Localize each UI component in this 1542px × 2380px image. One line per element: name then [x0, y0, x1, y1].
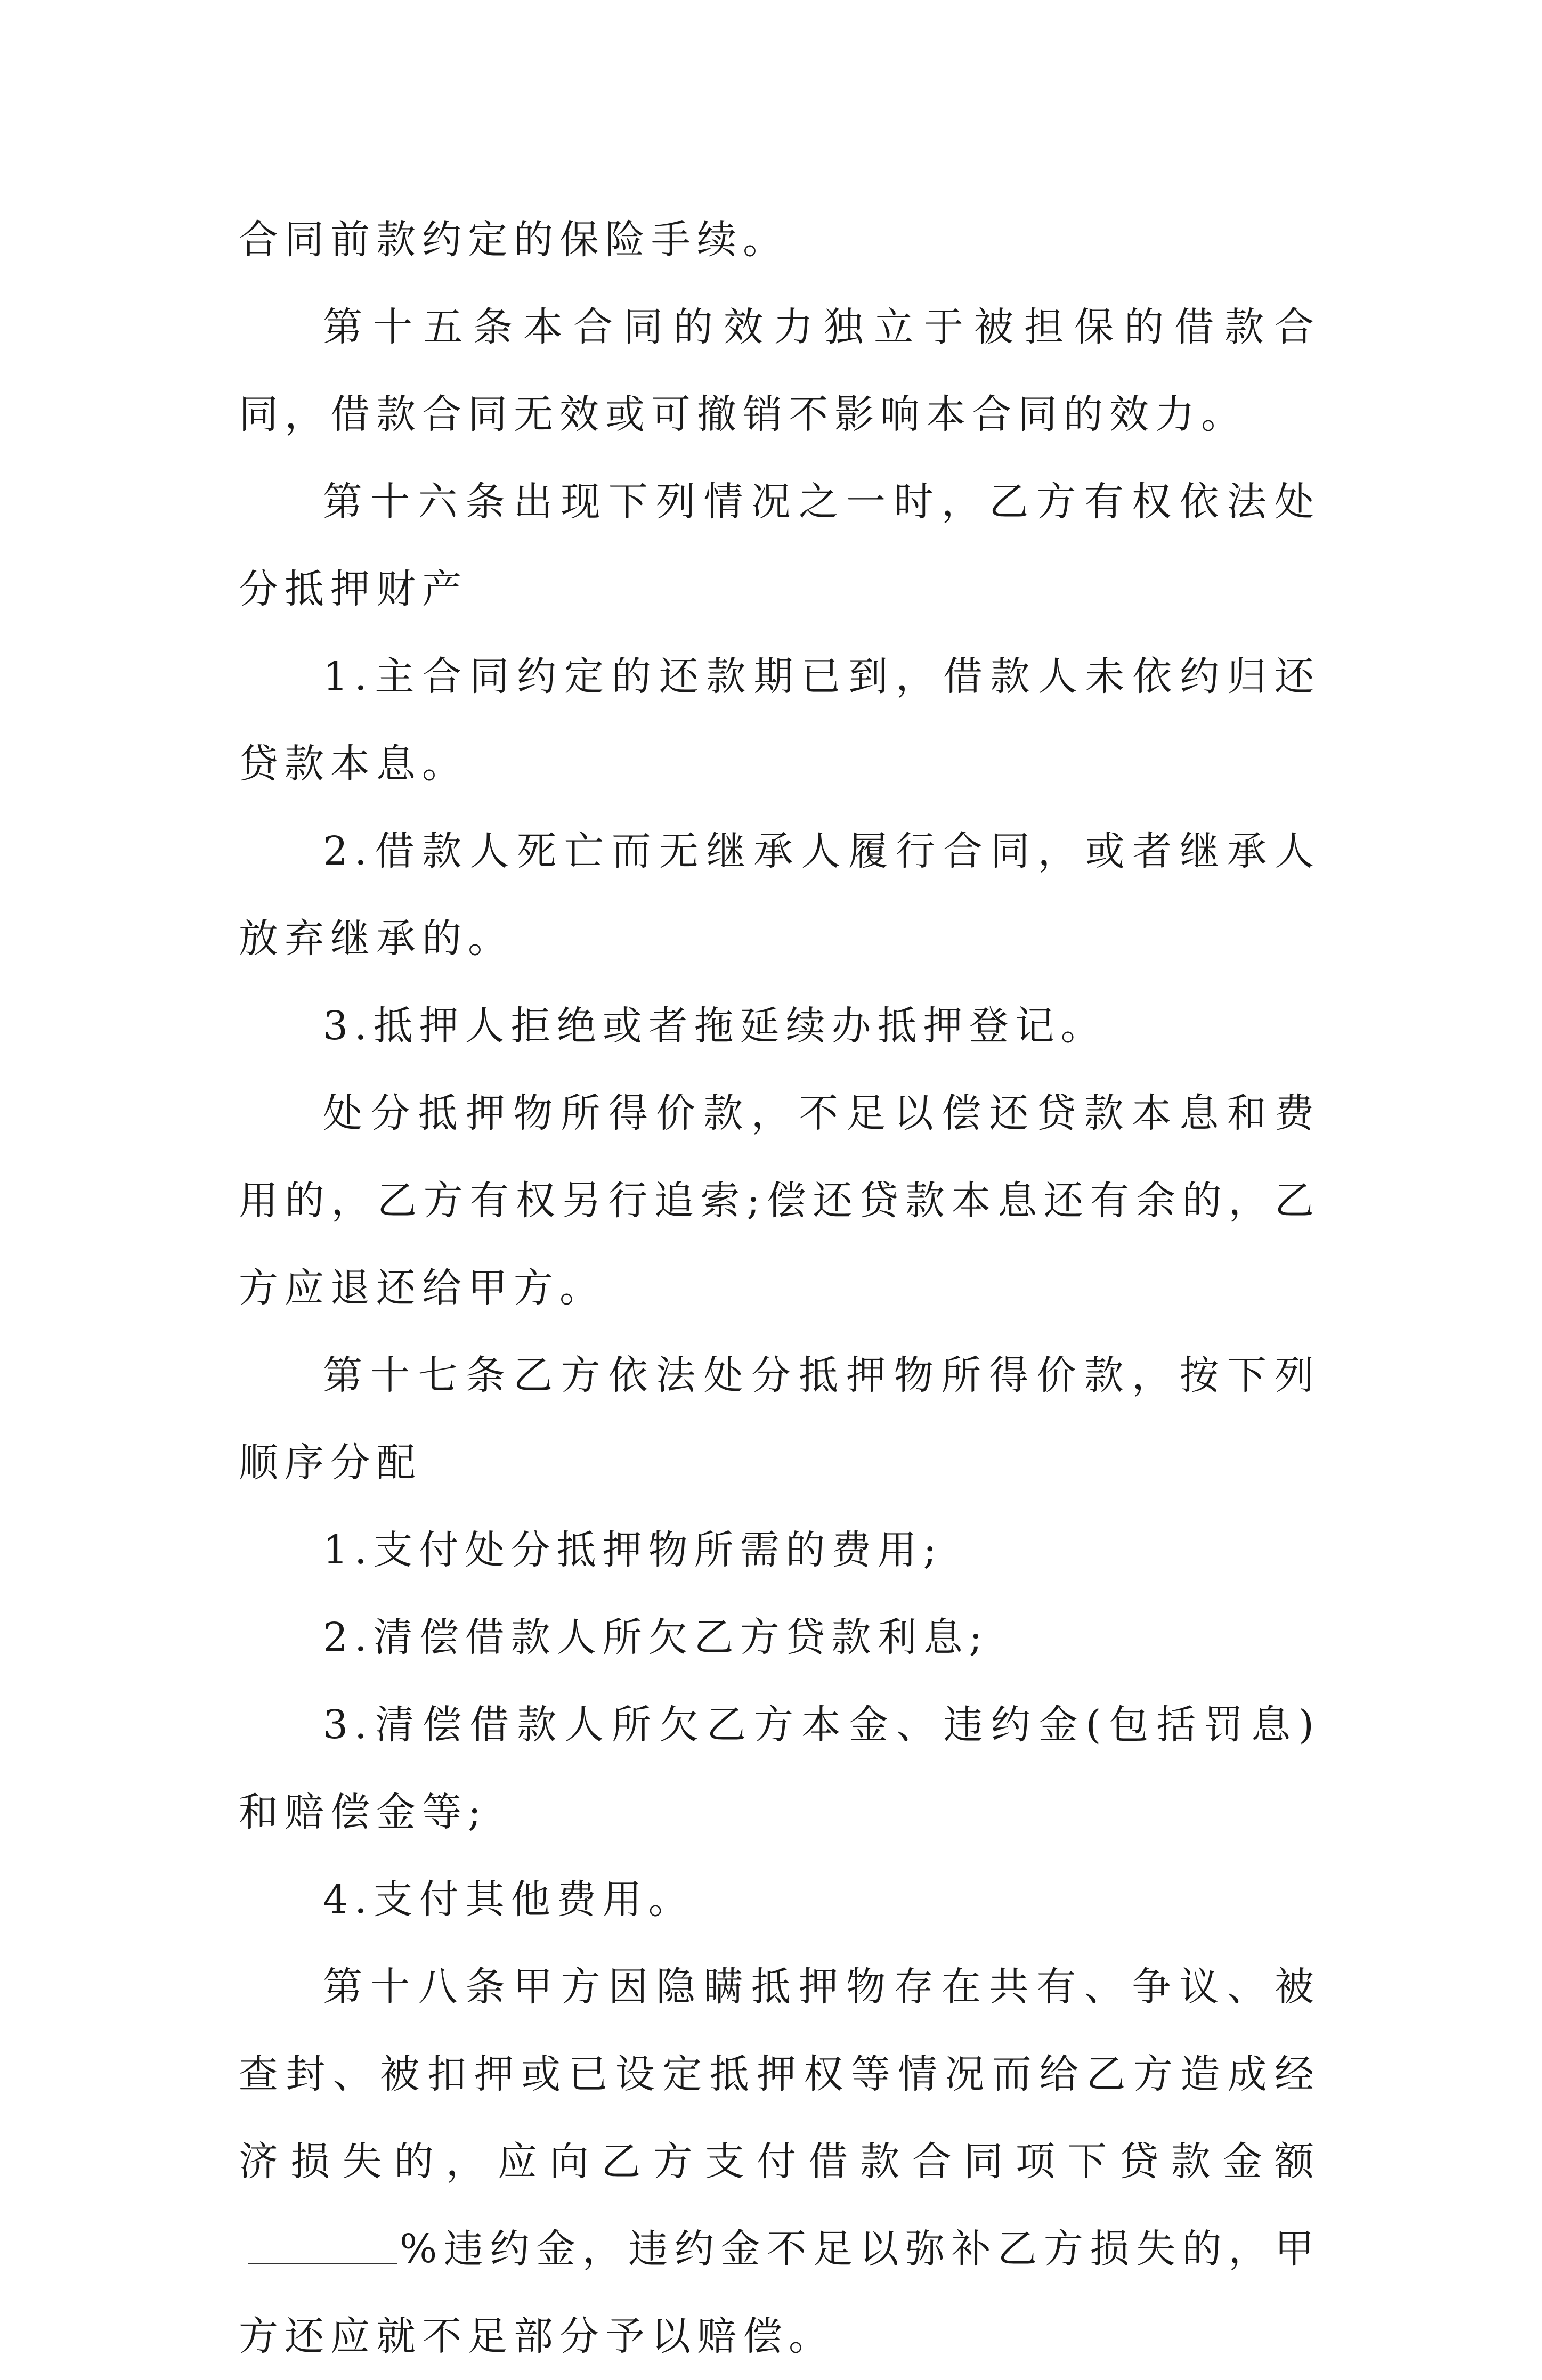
- paragraph-article-15: 第十五条本合同的效力独立于被担保的借款合同，借款合同无效或可撤销不影响本合同的效力。: [239, 304, 1320, 437]
- document-body: [239, 196, 1320, 2380]
- paragraph-insurance-continuation: 合同前款约定的保险手续。: [239, 217, 789, 263]
- paragraph-disposal-proceeds: 处分抵押物所得价款，不足以偿还贷款本息和费用的，乙方有权另行追索;偿还贷款本息还有余的，乙方应退还给甲方。: [239, 1090, 1320, 1311]
- paragraph-article-17-item-4: 4.支付其他费用。: [323, 1877, 694, 1922]
- paragraph-article-16-item-1: 1.主合同约定的还款期已到，借款人未依约归还贷款本息。: [239, 654, 1320, 787]
- paragraph-article-16: 第十六条出现下列情况之一时，乙方有权依法处分抵押财产: [239, 479, 1320, 612]
- paragraph-article-16-item-2: 2.借款人死亡而无继承人履行合同，或者继承人放弃继承的。: [239, 828, 1320, 961]
- paragraph-article-17: 第十七条乙方依法处分抵押物所得价款，按下列顺序分配: [239, 1352, 1320, 1486]
- article-18-text-before-blank: 第十八条甲方因隐瞒抵押物存在共有、争议、被查封、被扣押或已设定抵押权等情况而给乙方造成经济损失的，应向乙方支付借款合同项下贷款金额: [239, 1964, 1320, 2185]
- paragraph-article-18: [239, 1943, 1320, 2380]
- article-18-text-after-blank: %违约金，违约金不足以弥补乙方损失的，甲方还应就不足部分予以赔偿。: [239, 2226, 1320, 2359]
- paragraph-article-17-item-3: 3.清偿借款人所欠乙方本金、违约金(包括罚息)和赔偿金等;: [239, 1702, 1320, 1835]
- penalty-percentage-blank: [248, 2226, 397, 2264]
- paragraph-article-16-item-3: 3.抵押人拒绝或者拖延续办抵押登记。: [323, 1003, 1107, 1049]
- paragraph-article-17-item-2: 2.清偿借款人所欠乙方贷款利息;: [323, 1615, 989, 1660]
- paragraph-article-17-item-1: 1.支付处分抵押物所需的费用;: [323, 1527, 943, 1573]
